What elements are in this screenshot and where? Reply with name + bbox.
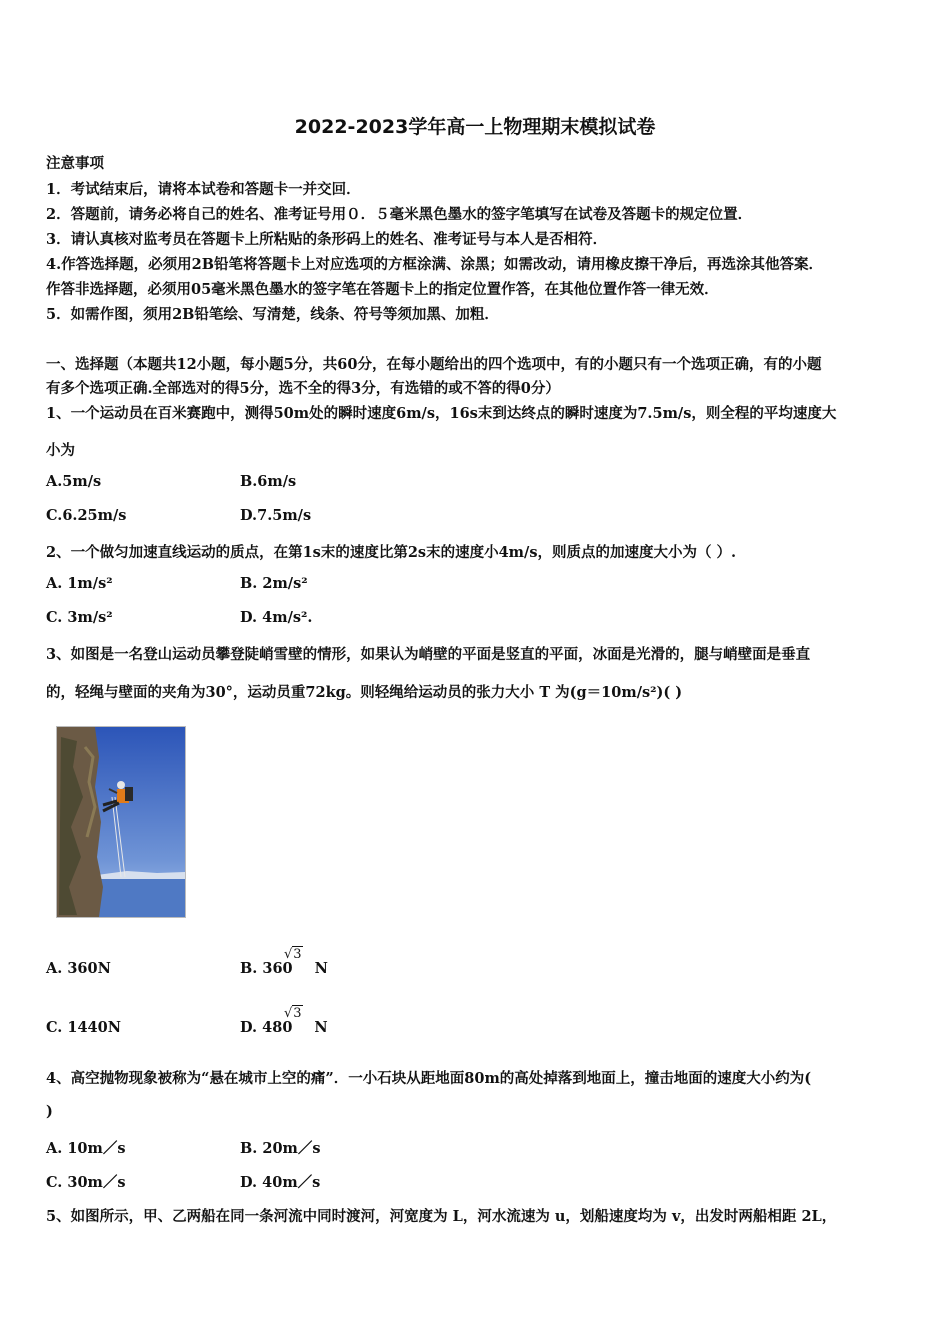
q1-option-b: B.6m/s bbox=[240, 473, 297, 490]
q3-option-b-unit: N bbox=[314, 960, 328, 977]
q4-stem-line2: ) bbox=[46, 1103, 53, 1120]
climber-illustration bbox=[57, 727, 185, 917]
page-title: 2022-2023学年高一上物理期末模拟试卷 bbox=[294, 116, 656, 138]
q4-stem-line1: 4、高空抛物现象被称为“悬在城市上空的痛”．一小石块从距地面80m的高处掉落到地面上，撞击地面的速度大小约为( bbox=[46, 1070, 812, 1087]
q3-option-d-sqrt: √3 bbox=[284, 1006, 302, 1021]
notice-item-5: 5．如需作图，须用2B铅笔绘、写清楚，线条、符号等须加黑、加粗． bbox=[46, 306, 499, 323]
q3-option-a: A. 360N bbox=[46, 960, 111, 977]
notice-item-1: 1．考试结束后，请将本试卷和答题卡一并交回． bbox=[46, 181, 361, 198]
q3-stem-line1: 3、如图是一名登山运动员攀登陡峭雪壁的情形，如果认为峭壁的平面是竖直的平面，冰面是光滑的，腿与峭壁面是垂直 bbox=[46, 646, 811, 663]
q3-option-b-value: B. 360 bbox=[240, 960, 293, 977]
q1-stem-line1: 1、一个运动员在百米赛跑中，测得50m处的瞬时速度6m/s，16s末到达终点的瞬时速度为7.5m/s，则全程的平均速度大 bbox=[46, 405, 837, 422]
q4-option-a: A. 10m／s bbox=[46, 1140, 126, 1157]
q3-option-d-unit: N bbox=[314, 1019, 328, 1036]
q2-option-c: C. 3m/s² bbox=[46, 609, 113, 626]
q2-option-b: B. 2m/s² bbox=[240, 575, 308, 592]
q4-option-d: D. 40m／s bbox=[240, 1174, 321, 1191]
q3-option-b-sqrt: √3 bbox=[284, 947, 302, 962]
q3-option-d-value: D. 480 bbox=[240, 1019, 293, 1036]
q3-stem-line2: 的，轻绳与壁面的夹角为30°，运动员重72kg。则轻绳给运动员的张力大小 T 为(g＝10m/s²)( ) bbox=[46, 684, 683, 701]
section1-intro-line1: 一、选择题（本题共12小题，每小题5分，共60分，在每小题给出的四个选项中，有的小题只有一个选项正确，有的小题 bbox=[46, 356, 822, 373]
q3-option-b bbox=[240, 960, 328, 977]
q3-option-b-radicand: 3 bbox=[293, 947, 302, 962]
q5-stem-line1: 5、如图所示，甲、乙两船在同一条河流中同时渡河，河宽度为 L，河水流速为 u，划船速度均为 v，出发时两船相距 2L， bbox=[46, 1208, 837, 1225]
q1-stem-line2: 小为 bbox=[46, 442, 75, 459]
section1-intro-line2: 有多个选项正确.全部选对的得5分，选不全的得3分，有选错的或不答的得0分） bbox=[46, 380, 560, 397]
q4-option-c: C. 30m／s bbox=[46, 1174, 126, 1191]
notice-item-2: 2．答题前，请务必将自己的姓名、准考证号用０．５毫米黑色墨水的签字笔填写在试卷及答题卡的规定位置． bbox=[46, 206, 753, 223]
q3-option-d-radicand: 3 bbox=[293, 1006, 302, 1021]
notice-item-4b: 作答非选择题，必须用05毫米黑色墨水的签字笔在答题卡上的指定位置作答，在其他位置作答一律无效． bbox=[46, 281, 719, 298]
q4-option-b: B. 20m／s bbox=[240, 1140, 321, 1157]
notice-item-4: 4.作答选择题，必须用2B铅笔将答题卡上对应选项的方框涂满、涂黑；如需改动，请用橡皮擦干净后，再选涂其他答案． bbox=[46, 256, 823, 273]
q3-option-c: C. 1440N bbox=[46, 1019, 121, 1036]
q1-option-a: A.5m/s bbox=[46, 473, 102, 490]
q2-option-a: A. 1m/s² bbox=[46, 575, 113, 592]
climber-photo bbox=[56, 726, 186, 918]
q1-option-d: D.7.5m/s bbox=[240, 507, 312, 524]
notice-heading: 注意事项 bbox=[46, 155, 104, 172]
q2-stem: 2、一个做匀加速直线运动的质点，在第1s末的速度比第2s末的速度小4m/s，则质点的加速度大小为（ ）. bbox=[46, 544, 737, 561]
q2-option-d: D. 4m/s². bbox=[240, 609, 313, 626]
q1-option-c: C.6.25m/s bbox=[46, 507, 127, 524]
q3-option-d bbox=[240, 1019, 328, 1036]
notice-item-3: 3．请认真核对监考员在答题卡上所粘贴的条形码上的姓名、准考证号与本人是否相符． bbox=[46, 231, 608, 248]
